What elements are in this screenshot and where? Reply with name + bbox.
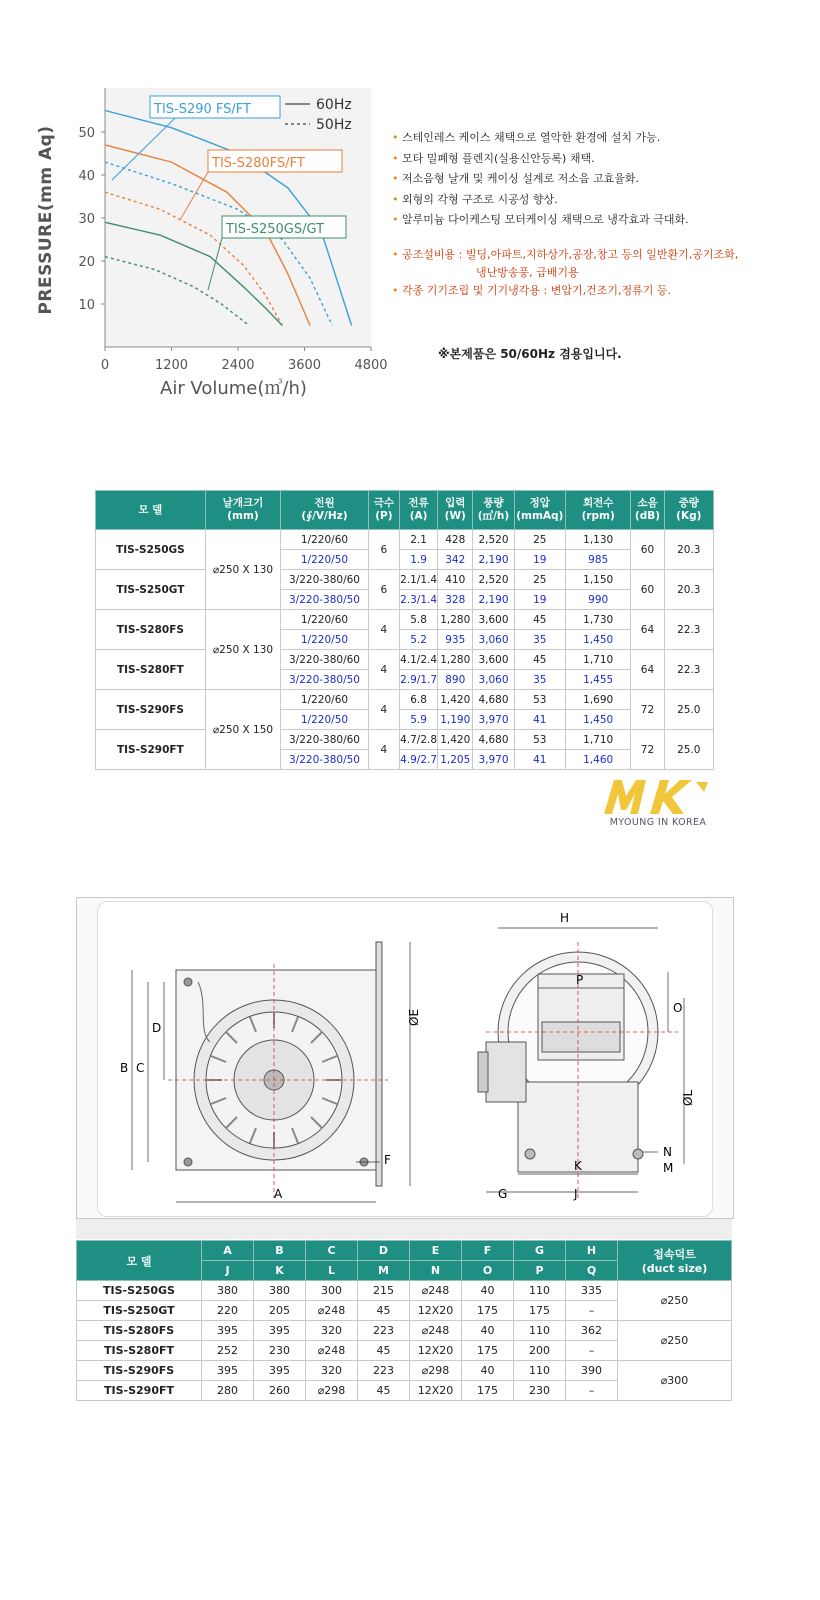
table-cell: 3,970 xyxy=(473,750,514,770)
x-tick-label: 1200 xyxy=(154,358,189,373)
table-cell: 25.0 xyxy=(664,690,713,730)
dim-label-m: M xyxy=(663,1161,674,1175)
table-cell: 60 xyxy=(631,530,664,570)
table-cell: 110 xyxy=(514,1321,566,1341)
dim-header-cell: H xyxy=(566,1241,618,1261)
table-cell: 890 xyxy=(438,670,473,690)
dim-label-o: O xyxy=(673,1001,683,1015)
table-cell: 2,190 xyxy=(473,590,514,610)
table-cell: 380 xyxy=(202,1281,254,1301)
table-cell: 1,450 xyxy=(565,630,630,650)
table-cell: 395 xyxy=(202,1361,254,1381)
table-cell: 2.1 xyxy=(399,530,437,550)
table-cell: 3/220-380/60 xyxy=(281,650,369,670)
table-cell: 985 xyxy=(565,550,630,570)
spec-header-cell: 풍량 (㎥/h) xyxy=(473,491,514,530)
dim-label-p: P xyxy=(576,973,584,987)
table-cell: ⌀250 X 130 xyxy=(205,610,280,690)
table-cell: 4.7/2.8 xyxy=(399,730,437,750)
table-cell: 41 xyxy=(514,750,565,770)
table-cell: 25 xyxy=(514,530,565,550)
table-cell: 6 xyxy=(368,530,399,570)
table-cell: 19 xyxy=(514,590,565,610)
table-cell: 4,680 xyxy=(473,730,514,750)
table-row xyxy=(96,690,714,710)
usage-item: • 각종 기기조립 및 기기냉각용 : 변압기,건조기,정류기 등. xyxy=(392,284,671,297)
dim-label-f: F xyxy=(384,1153,391,1167)
x-tick-label: 2400 xyxy=(221,358,255,373)
table-cell: ⌀248 xyxy=(410,1321,462,1341)
spec-header-cell: 전류 (A) xyxy=(399,491,437,530)
table-cell: TIS-S290FT xyxy=(77,1381,202,1401)
dim-header-cell: P xyxy=(514,1261,566,1281)
table-cell: 53 xyxy=(514,690,565,710)
table-cell: ⌀298 xyxy=(410,1361,462,1381)
table-cell: 19 xyxy=(514,550,565,570)
table-cell: 53 xyxy=(514,730,565,750)
table-cell: 22.3 xyxy=(664,610,713,650)
table-cell: 6.8 xyxy=(399,690,437,710)
table-cell: ⌀248 xyxy=(306,1301,358,1321)
dimension-drawing xyxy=(76,897,734,1219)
table-cell: 64 xyxy=(631,610,664,650)
table-cell: 175 xyxy=(462,1301,514,1321)
table-cell: 395 xyxy=(254,1361,306,1381)
y-tick-label: 50 xyxy=(78,126,95,141)
table-cell: 2.3/1.4 xyxy=(399,590,437,610)
spec-header-cell: 회전수 (rpm) xyxy=(565,491,630,530)
feature-list xyxy=(392,128,812,231)
table-row xyxy=(96,610,714,630)
table-cell: TIS-S250GT xyxy=(77,1301,202,1321)
spec-header-cell: 입력 (W) xyxy=(438,491,473,530)
table-cell: ⌀248 xyxy=(306,1341,358,1361)
table-cell: 3,060 xyxy=(473,670,514,690)
table-row xyxy=(77,1361,732,1381)
table-cell: TIS-S290FS xyxy=(96,690,206,730)
spec-header-cell: 중량 (Kg) xyxy=(664,491,713,530)
table-cell: TIS-S250GT xyxy=(96,570,206,610)
table-cell: 2.1/1.4 xyxy=(399,570,437,590)
y-axis-title: PRESSURE(mm Aq) xyxy=(36,125,56,315)
x-axis-title: Air Volume(㎥/h) xyxy=(160,378,307,399)
feature-item: • 모타 밀폐형 플렌지(실용신안등록) 채택. xyxy=(392,151,595,165)
table-cell: TIS-S290FT xyxy=(96,730,206,770)
table-cell: ⌀250 X 150 xyxy=(205,690,280,770)
usage-item: • 공조설비용 : 빌딩,아파트,지하상가,공장,창고 등의 일반환기,공기조화, xyxy=(392,248,739,261)
table-cell: ⌀250 xyxy=(618,1281,732,1321)
table-cell: 72 xyxy=(631,690,664,730)
series-label-s290: TIS-S290 FS/FT xyxy=(154,102,251,117)
table-cell: 230 xyxy=(514,1381,566,1401)
dim-header-cell: B xyxy=(254,1241,306,1261)
dim-label-h: H xyxy=(560,911,570,925)
table-cell: 40 xyxy=(462,1361,514,1381)
series-label-s250: TIS-S250GS/GT xyxy=(226,222,325,237)
hz-note: ※본제품은 50/60Hz 겸용입니다. xyxy=(438,347,622,361)
table-cell: 390 xyxy=(566,1361,618,1381)
table-cell: 3/220-380/60 xyxy=(281,730,369,750)
table-cell: 35 xyxy=(514,630,565,650)
feature-item: • 알루미늄 다이케스팅 모터케이싱 채택으로 냉각효과 극대화. xyxy=(392,213,689,226)
table-row xyxy=(96,730,714,750)
dim-label-b: B xyxy=(120,1061,129,1075)
table-cell: 1,450 xyxy=(565,710,630,730)
dim-header-cell: E xyxy=(410,1241,462,1261)
dim-header-cell: G xyxy=(514,1241,566,1261)
table-cell: 220 xyxy=(202,1301,254,1321)
dim-label-l: ØL xyxy=(681,1089,695,1106)
table-cell: 45 xyxy=(514,650,565,670)
table-cell: TIS-S280FT xyxy=(96,650,206,690)
table-cell: 260 xyxy=(254,1381,306,1401)
table-cell: 410 xyxy=(438,570,473,590)
dim-header-cell: D xyxy=(358,1241,410,1261)
table-cell: 1,710 xyxy=(565,730,630,750)
table-cell: 4 xyxy=(368,690,399,730)
dim-label-c: C xyxy=(136,1061,145,1075)
spec-header-cell: 소음 (dB) xyxy=(631,491,664,530)
table-cell: 342 xyxy=(438,550,473,570)
table-cell: 1,460 xyxy=(565,750,630,770)
table-cell: 12X20 xyxy=(410,1381,462,1401)
dim-label-k: K xyxy=(574,1159,582,1173)
table-cell: 990 xyxy=(565,590,630,610)
table-cell: TIS-S280FS xyxy=(77,1321,202,1341)
table-row xyxy=(77,1281,732,1301)
table-row xyxy=(96,650,714,670)
table-cell: 25.0 xyxy=(664,730,713,770)
mk-logo-icon xyxy=(600,774,716,818)
table-cell: 45 xyxy=(358,1381,410,1401)
table-cell: TIS-S290FS xyxy=(77,1361,202,1381)
table-cell: 40 xyxy=(462,1281,514,1301)
table-cell: 2,190 xyxy=(473,550,514,570)
table-cell: 5.9 xyxy=(399,710,437,730)
table-cell: 1/220/60 xyxy=(281,690,369,710)
feature-item: • 외형의 각형 구조로 시공성 향상. xyxy=(392,192,558,206)
usage-item-cont: 냉난방송풍, 급배기용 xyxy=(476,266,579,279)
table-cell: 35 xyxy=(514,670,565,690)
performance-chart xyxy=(40,80,400,410)
dim-header-cell: 모 델 xyxy=(77,1241,202,1281)
x-tick-label: 0 xyxy=(100,358,110,373)
spec-header-cell: 전원 (∮/V/Hz) xyxy=(281,491,369,530)
table-cell: 41 xyxy=(514,710,565,730)
dim-header-cell: K xyxy=(254,1261,306,1281)
table-cell: TIS-S250GS xyxy=(77,1281,202,1301)
table-row xyxy=(96,570,714,590)
table-cell: 3,600 xyxy=(473,650,514,670)
table-cell: 45 xyxy=(514,610,565,630)
table-cell: 1,420 xyxy=(438,690,473,710)
table-cell: 300 xyxy=(306,1281,358,1301)
table-cell: 205 xyxy=(254,1301,306,1321)
feature-item: • 스테인레스 케이스 채택으로 열악한 환경에 설치 가능. xyxy=(392,131,661,144)
table-cell: ⌀300 xyxy=(618,1361,732,1401)
table-cell: 110 xyxy=(514,1281,566,1301)
table-cell: 3/220-380/60 xyxy=(281,570,369,590)
table-cell: 4.1/2.4 xyxy=(399,650,437,670)
table-cell: TIS-S250GS xyxy=(96,530,206,570)
dim-header-cell: F xyxy=(462,1241,514,1261)
dim-label-n: N xyxy=(663,1145,672,1159)
fan-drawing-svg xyxy=(98,902,712,1216)
table-cell: 110 xyxy=(514,1361,566,1381)
table-cell: 64 xyxy=(631,650,664,690)
table-cell: 3/220-380/50 xyxy=(281,750,369,770)
table-cell: 1.9 xyxy=(399,550,437,570)
table-cell: 40 xyxy=(462,1321,514,1341)
x-tick-label: 3600 xyxy=(287,358,322,373)
dim-header-cell: M xyxy=(358,1261,410,1281)
table-cell: 328 xyxy=(438,590,473,610)
table-cell: 5.8 xyxy=(399,610,437,630)
table-cell: 320 xyxy=(306,1321,358,1341)
table-cell: 12X20 xyxy=(410,1341,462,1361)
table-cell: 1,280 xyxy=(438,610,473,630)
x-tick-label: 4800 xyxy=(354,358,388,373)
table-row xyxy=(96,530,714,550)
table-cell: 4 xyxy=(368,610,399,650)
y-tick-label: 10 xyxy=(78,298,95,313)
dim-header-cell: C xyxy=(306,1241,358,1261)
table-cell: 5.2 xyxy=(399,630,437,650)
table-cell: 60 xyxy=(631,570,664,610)
table-cell: 25 xyxy=(514,570,565,590)
table-cell: 45 xyxy=(358,1341,410,1361)
table-cell: – xyxy=(566,1301,618,1321)
dim-label-a: A xyxy=(274,1187,283,1201)
table-cell: 1,280 xyxy=(438,650,473,670)
table-cell: 4,680 xyxy=(473,690,514,710)
table-cell: 1/220/50 xyxy=(281,550,369,570)
dim-label-g: G xyxy=(498,1187,508,1201)
table-cell: TIS-S280FT xyxy=(77,1341,202,1361)
table-cell: 320 xyxy=(306,1361,358,1381)
table-cell: 175 xyxy=(462,1341,514,1361)
table-cell: 1,130 xyxy=(565,530,630,550)
table-cell: 362 xyxy=(566,1321,618,1341)
usage-list xyxy=(392,246,812,300)
table-cell: 1,190 xyxy=(438,710,473,730)
dim-header-cell: N xyxy=(410,1261,462,1281)
drawing-divider xyxy=(76,1219,732,1239)
table-cell: 230 xyxy=(254,1341,306,1361)
table-cell: 2,520 xyxy=(473,570,514,590)
dim-header-cell: A xyxy=(202,1241,254,1261)
table-cell: 1,150 xyxy=(565,570,630,590)
dim-header-cell: 접속덕트 (duct size) xyxy=(618,1241,732,1281)
table-cell: 45 xyxy=(358,1301,410,1321)
table-cell: 2,520 xyxy=(473,530,514,550)
table-cell: 252 xyxy=(202,1341,254,1361)
table-cell: 12X20 xyxy=(410,1301,462,1321)
table-cell: 1,455 xyxy=(565,670,630,690)
table-cell: 335 xyxy=(566,1281,618,1301)
table-cell: 1/220/60 xyxy=(281,610,369,630)
table-cell: – xyxy=(566,1381,618,1401)
table-cell: ⌀250 X 130 xyxy=(205,530,280,610)
table-cell: – xyxy=(566,1341,618,1361)
table-cell: 1,710 xyxy=(565,650,630,670)
table-cell: 175 xyxy=(462,1381,514,1401)
table-cell: 1,205 xyxy=(438,750,473,770)
dim-header-cell: J xyxy=(202,1261,254,1281)
table-cell: 1/220/50 xyxy=(281,710,369,730)
table-cell: 6 xyxy=(368,570,399,610)
table-cell: 4.9/2.7 xyxy=(399,750,437,770)
table-cell: 1/220/50 xyxy=(281,630,369,650)
table-cell: 223 xyxy=(358,1361,410,1381)
table-cell: 215 xyxy=(358,1281,410,1301)
table-cell: 3,970 xyxy=(473,710,514,730)
table-cell: 935 xyxy=(438,630,473,650)
front-view xyxy=(176,942,382,1186)
table-cell: 380 xyxy=(254,1281,306,1301)
dimension-table xyxy=(76,1240,732,1401)
y-tick-label: 30 xyxy=(78,212,95,227)
table-cell: TIS-S280FS xyxy=(96,610,206,650)
table-cell: 3,600 xyxy=(473,610,514,630)
table-cell: 428 xyxy=(438,530,473,550)
table-cell: 1/220/60 xyxy=(281,530,369,550)
dim-header-cell: O xyxy=(462,1261,514,1281)
table-cell: ⌀248 xyxy=(410,1281,462,1301)
y-tick-label: 20 xyxy=(78,255,95,270)
table-cell: 72 xyxy=(631,730,664,770)
table-cell: ⌀250 xyxy=(618,1321,732,1361)
table-cell: 280 xyxy=(202,1381,254,1401)
table-cell: ⌀298 xyxy=(306,1381,358,1401)
dim-label-e: ØE xyxy=(407,1008,421,1026)
table-cell: 4 xyxy=(368,650,399,690)
dim-header-cell: Q xyxy=(566,1261,618,1281)
table-cell: 4 xyxy=(368,730,399,770)
feature-item: • 저소음형 날개 및 케이싱 설계로 저소음 고효율화. xyxy=(392,172,639,185)
table-cell: 22.3 xyxy=(664,650,713,690)
table-cell: 3/220-380/50 xyxy=(281,670,369,690)
legend-50hz: 50Hz xyxy=(316,117,352,133)
table-cell: 1,730 xyxy=(565,610,630,630)
dim-label-j: J xyxy=(574,1187,578,1201)
table-cell: 1,420 xyxy=(438,730,473,750)
spec-header-cell: 정압 (mmAq) xyxy=(514,491,565,530)
table-cell: 3,060 xyxy=(473,630,514,650)
table-row xyxy=(77,1321,732,1341)
spec-header-cell: 모 델 xyxy=(96,491,206,530)
spec-header-cell: 극수 (P) xyxy=(368,491,399,530)
legend-60hz: 60Hz xyxy=(316,97,352,113)
spec-header-cell: 날개크기 (mm) xyxy=(205,491,280,530)
chart-svg xyxy=(40,80,400,410)
series-label-s280: TIS-S280FS/FT xyxy=(212,156,305,171)
table-cell: 20.3 xyxy=(664,570,713,610)
y-tick-label: 40 xyxy=(78,169,95,184)
table-cell: 395 xyxy=(254,1321,306,1341)
table-cell: 175 xyxy=(514,1301,566,1321)
table-cell: 3/220-380/50 xyxy=(281,590,369,610)
dim-header-cell: L xyxy=(306,1261,358,1281)
dim-label-d: D xyxy=(152,1021,162,1035)
table-cell: 200 xyxy=(514,1341,566,1361)
table-cell: 20.3 xyxy=(664,530,713,570)
table-cell: 223 xyxy=(358,1321,410,1341)
spec-table xyxy=(95,490,714,770)
table-cell: 2.9/1.7 xyxy=(399,670,437,690)
table-cell: 395 xyxy=(202,1321,254,1341)
table-cell: 1,690 xyxy=(565,690,630,710)
side-view xyxy=(478,952,658,1172)
brand-name: MYOUNG IN KOREA xyxy=(609,817,707,828)
